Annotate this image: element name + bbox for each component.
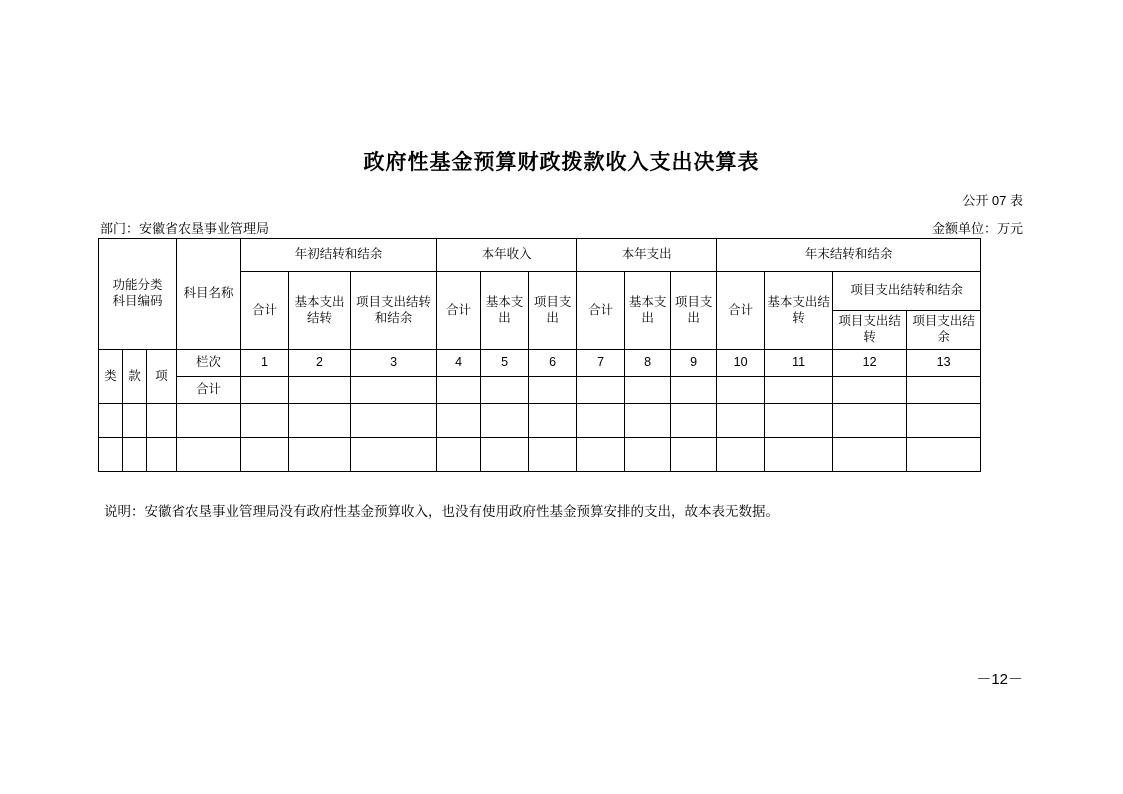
page-number: －12－ bbox=[976, 671, 1023, 688]
header-end-balance: 年末结转和结余 bbox=[717, 239, 981, 272]
blank-cell bbox=[625, 438, 671, 472]
blank-cell bbox=[625, 404, 671, 438]
department-label: 部门：安徽省农垦事业管理局 bbox=[100, 221, 270, 236]
blank-cell bbox=[833, 438, 907, 472]
table-header-row-1 bbox=[99, 239, 981, 272]
header-end-project-group: 项目支出结转和结余 bbox=[833, 272, 981, 311]
col-number-8: 8 bbox=[625, 350, 671, 377]
row-label-total: 合计 bbox=[177, 377, 241, 404]
blank-cell bbox=[147, 404, 177, 438]
blank-cell bbox=[907, 404, 981, 438]
amount-unit-label: 金额单位：万元 bbox=[931, 221, 1023, 236]
header-begin-basic: 基本支出结转 bbox=[289, 272, 351, 350]
header-income-project: 项目支出 bbox=[529, 272, 577, 350]
total-cell-5 bbox=[481, 377, 529, 404]
header-subject-name: 科目名称 bbox=[177, 239, 241, 350]
blank-cell bbox=[351, 404, 437, 438]
blank-cell bbox=[437, 438, 481, 472]
col-number-2: 2 bbox=[289, 350, 351, 377]
table-column-number-row bbox=[99, 350, 981, 377]
form-code-label: 公开 07 表 bbox=[962, 193, 1023, 208]
header-income-total: 合计 bbox=[437, 272, 481, 350]
header-begin-balance: 年初结转和结余 bbox=[241, 239, 437, 272]
total-cell-13 bbox=[907, 377, 981, 404]
blank-cell bbox=[99, 438, 123, 472]
col-number-10: 10 bbox=[717, 350, 765, 377]
blank-cell bbox=[481, 404, 529, 438]
code-col-class: 类 bbox=[99, 350, 123, 404]
header-year-expense: 本年支出 bbox=[577, 239, 717, 272]
total-cell-4 bbox=[437, 377, 481, 404]
code-col-item: 项 bbox=[147, 350, 177, 404]
blank-cell bbox=[147, 438, 177, 472]
blank-cell bbox=[529, 404, 577, 438]
header-begin-total: 合计 bbox=[241, 272, 289, 350]
header-end-project-surplus: 项目支出结余 bbox=[907, 311, 981, 350]
blank-cell bbox=[241, 438, 289, 472]
header-year-income: 本年收入 bbox=[437, 239, 577, 272]
blank-cell bbox=[351, 438, 437, 472]
header-function-code-line1: 功能分类 bbox=[112, 278, 163, 293]
blank-cell bbox=[289, 438, 351, 472]
col-number-13: 13 bbox=[907, 350, 981, 377]
blank-cell bbox=[671, 438, 717, 472]
col-number-4: 4 bbox=[437, 350, 481, 377]
header-begin-project: 项目支出结转和结余 bbox=[351, 272, 437, 350]
total-cell-2 bbox=[289, 377, 351, 404]
col-number-11: 11 bbox=[765, 350, 833, 377]
blank-cell bbox=[123, 438, 147, 472]
row-label-line: 栏次 bbox=[177, 350, 241, 377]
total-cell-3 bbox=[351, 377, 437, 404]
blank-cell bbox=[717, 438, 765, 472]
total-cell-1 bbox=[241, 377, 289, 404]
blank-cell bbox=[907, 438, 981, 472]
total-cell-10 bbox=[717, 377, 765, 404]
blank-cell bbox=[765, 438, 833, 472]
total-cell-7 bbox=[577, 377, 625, 404]
col-number-3: 3 bbox=[351, 350, 437, 377]
blank-cell bbox=[177, 438, 241, 472]
table-total-row bbox=[99, 377, 981, 404]
table-row bbox=[99, 404, 981, 438]
col-number-7: 7 bbox=[577, 350, 625, 377]
table-row bbox=[99, 438, 981, 472]
total-cell-9 bbox=[671, 377, 717, 404]
blank-cell bbox=[177, 404, 241, 438]
blank-cell bbox=[765, 404, 833, 438]
total-cell-11 bbox=[765, 377, 833, 404]
blank-cell bbox=[577, 404, 625, 438]
blank-cell bbox=[529, 438, 577, 472]
total-cell-12 bbox=[833, 377, 907, 404]
table-note: 说明：安徽省农垦事业管理局没有政府性基金预算收入，也没有使用政府性基金预算安排的支出，故本表无数据。 bbox=[104, 504, 779, 519]
col-number-5: 5 bbox=[481, 350, 529, 377]
header-end-total: 合计 bbox=[717, 272, 765, 350]
blank-cell bbox=[437, 404, 481, 438]
header-end-project-carry: 项目支出结转 bbox=[833, 311, 907, 350]
page-title: 政府性基金预算财政拨款收入支出决算表 bbox=[363, 151, 760, 174]
blank-cell bbox=[671, 404, 717, 438]
header-expense-total: 合计 bbox=[577, 272, 625, 350]
code-col-section: 款 bbox=[123, 350, 147, 404]
blank-cell bbox=[99, 404, 123, 438]
blank-cell bbox=[289, 404, 351, 438]
header-income-basic: 基本支出 bbox=[481, 272, 529, 350]
header-expense-project: 项目支出 bbox=[671, 272, 717, 350]
blank-cell bbox=[481, 438, 529, 472]
budget-table bbox=[98, 238, 981, 472]
header-expense-basic: 基本支出 bbox=[625, 272, 671, 350]
header-end-basic: 基本支出结转 bbox=[765, 272, 833, 350]
blank-cell bbox=[833, 404, 907, 438]
total-cell-8 bbox=[625, 377, 671, 404]
blank-cell bbox=[241, 404, 289, 438]
total-cell-6 bbox=[529, 377, 577, 404]
blank-cell bbox=[717, 404, 765, 438]
col-number-9: 9 bbox=[671, 350, 717, 377]
col-number-1: 1 bbox=[241, 350, 289, 377]
col-number-12: 12 bbox=[833, 350, 907, 377]
header-function-code bbox=[99, 239, 177, 350]
blank-cell bbox=[577, 438, 625, 472]
header-function-code-line2: 科目编码 bbox=[112, 294, 163, 308]
blank-cell bbox=[123, 404, 147, 438]
col-number-6: 6 bbox=[529, 350, 577, 377]
